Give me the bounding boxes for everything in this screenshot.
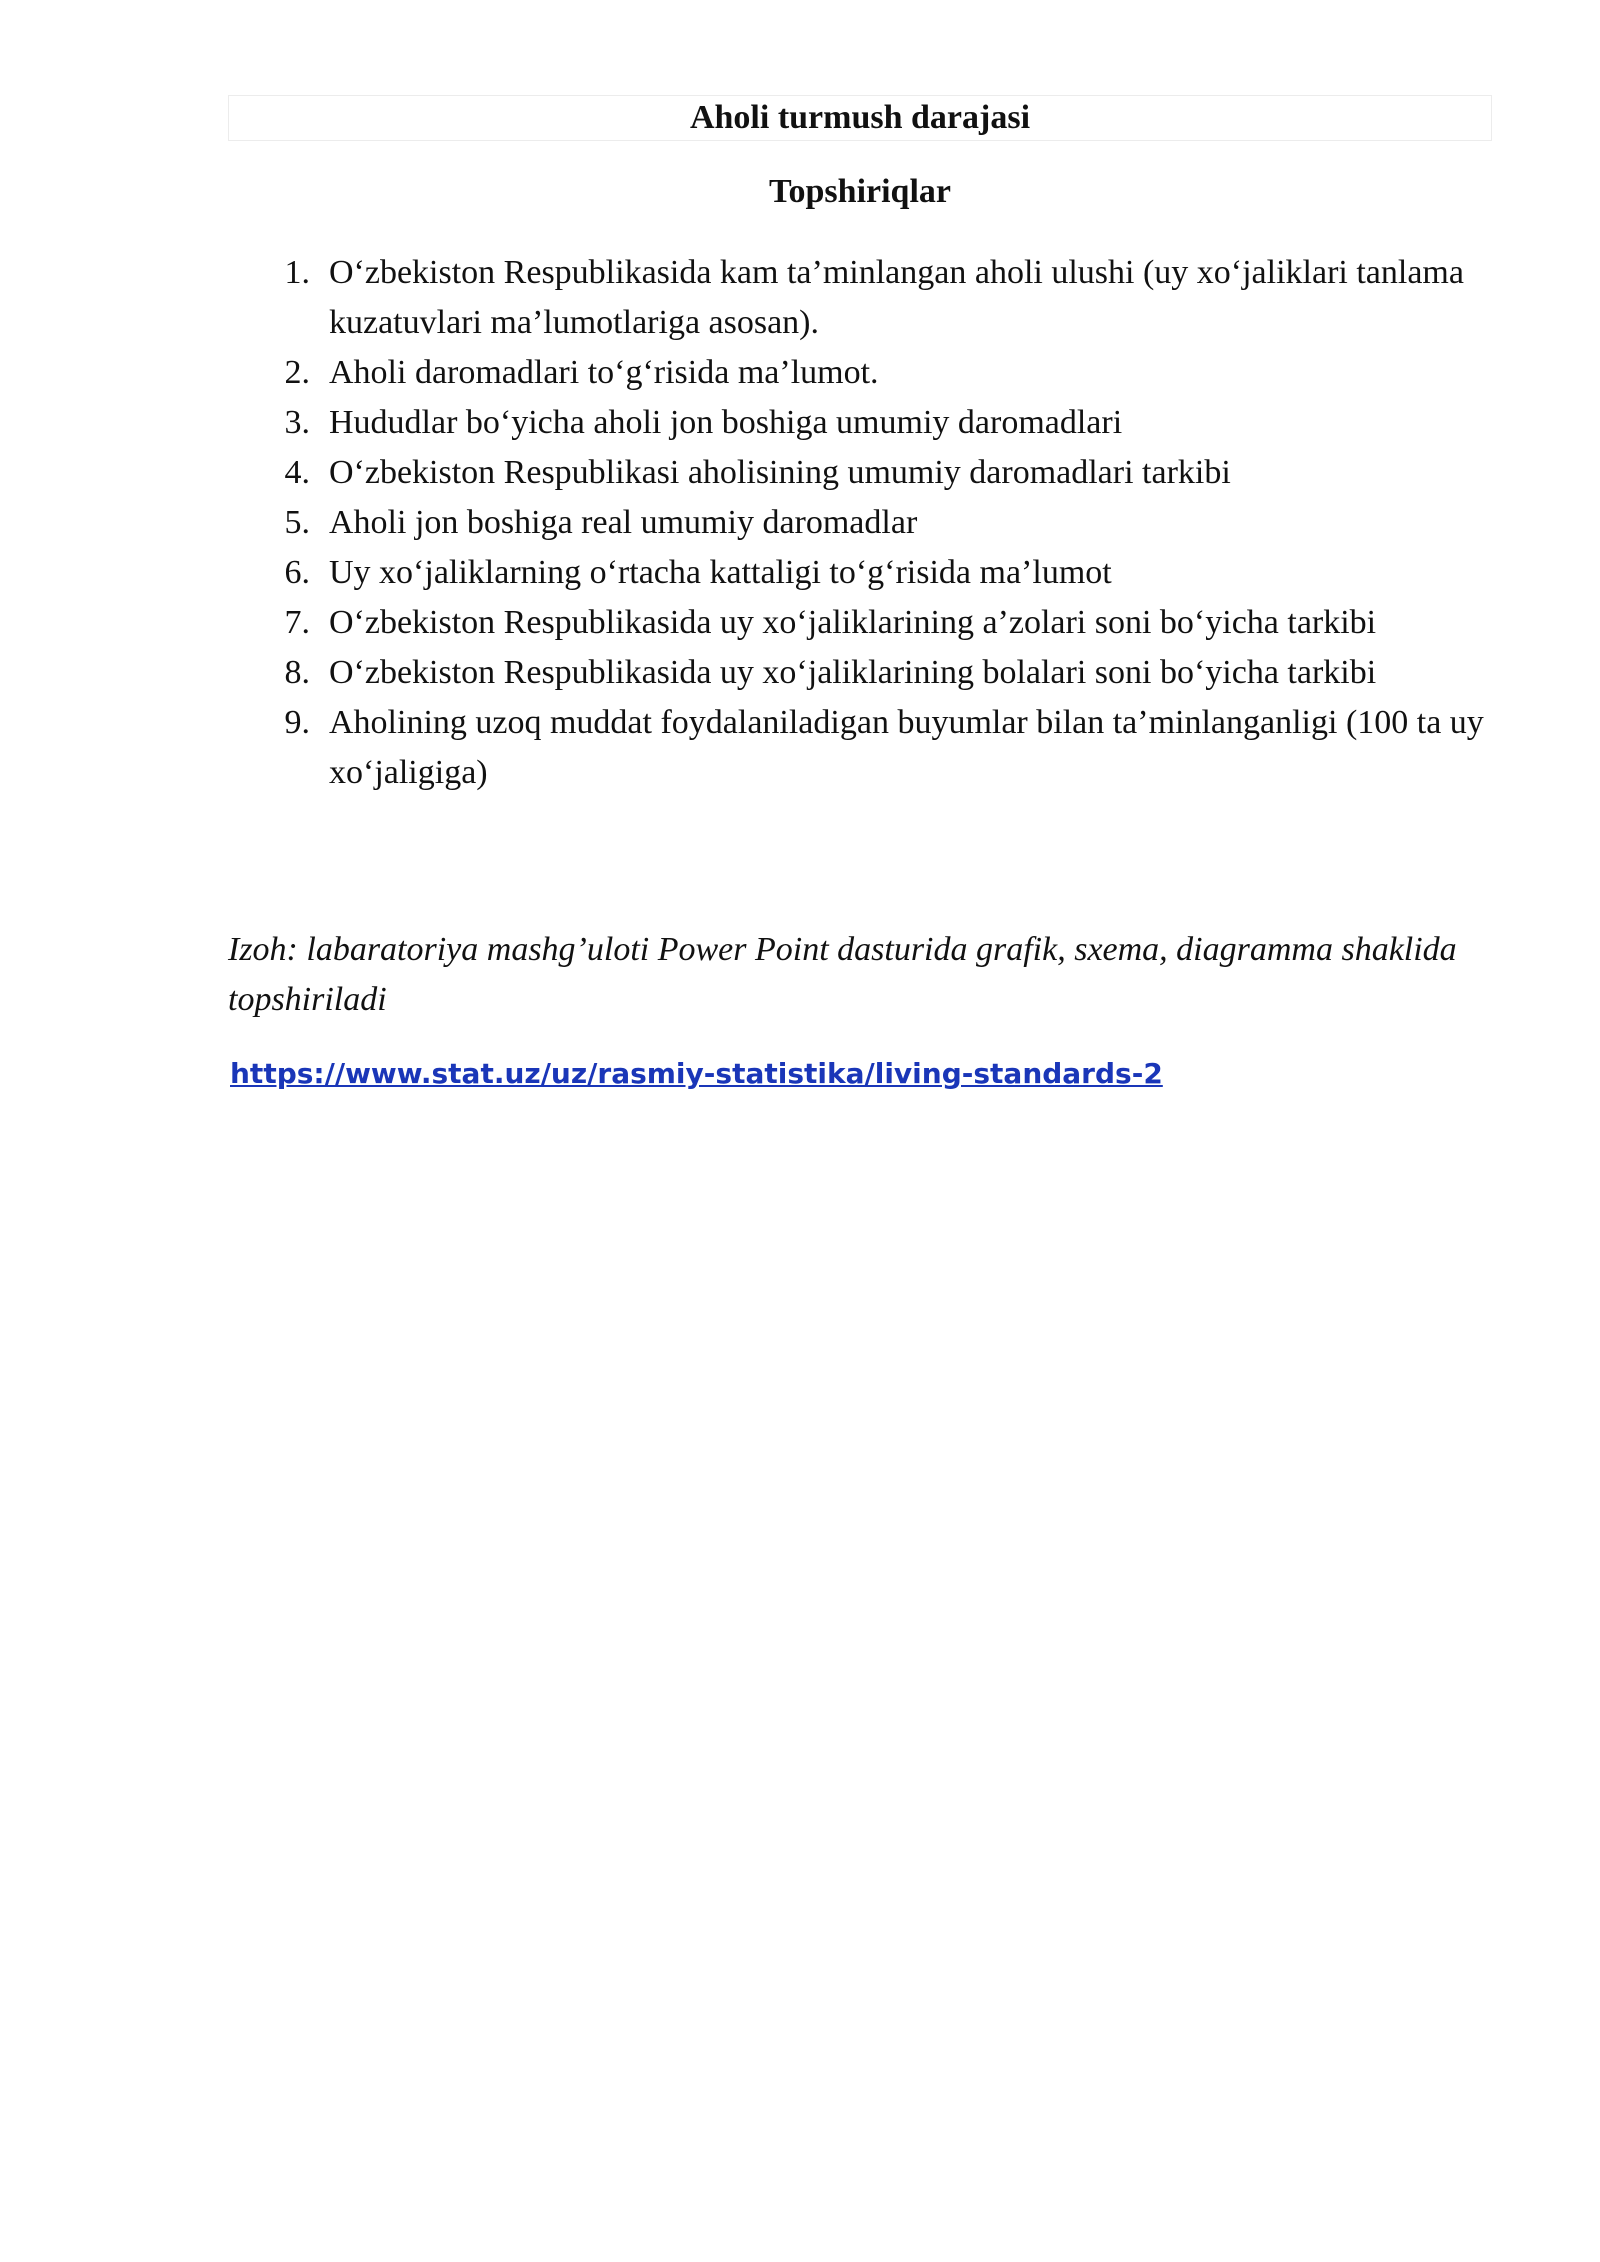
- document-subtitle: Topshiriqlar: [768, 173, 952, 210]
- task-number: 2.: [284, 354, 310, 391]
- task-text: Uy xo‘jaliklarning o‘rtacha kattaligi to‘g‘risida ma’lumot: [329, 554, 1112, 591]
- task-item-1: [228, 248, 1492, 348]
- task-text: O‘zbekiston Respublikasi aholisining umumiy daromadlari tarkibi: [329, 454, 1231, 491]
- task-item-8: [228, 648, 1492, 698]
- task-item-9: [228, 698, 1492, 798]
- task-text: Aholi jon boshiga real umumiy daromadlar: [329, 504, 918, 541]
- document-title: Aholi turmush darajasi: [228, 95, 1492, 141]
- task-text: Hududlar bo‘yicha aholi jon boshiga umumiy daromadlari: [329, 404, 1123, 441]
- task-item-7: [228, 598, 1492, 648]
- task-list: [228, 248, 1492, 798]
- task-number: 7.: [284, 604, 310, 641]
- task-number: 8.: [284, 654, 310, 691]
- task-item-2: [228, 348, 1492, 398]
- task-item-3: [228, 398, 1492, 448]
- task-text: Aholining uzoq muddat foydalaniladigan buyumlar bilan ta’minlanganligi (100 ta uy xo‘jaligiga): [329, 704, 1484, 791]
- task-text: Aholi daromadlari to‘g‘risida ma’lumot.: [329, 354, 879, 391]
- task-text: O‘zbekiston Respublikasida kam ta’minlangan aholi ulushi (uy xo‘jaliklari tanlama kuzatuvlari ma’lumotlariga asosan).: [329, 254, 1464, 341]
- task-item-4: [228, 448, 1492, 498]
- task-number: 6.: [284, 554, 310, 591]
- stat-uz-link[interactable]: https://www.stat.uz/uz/rasmiy-statistika/living-standards-2: [230, 1057, 1163, 1090]
- task-number: 5.: [284, 504, 310, 541]
- task-item-6: [228, 548, 1492, 598]
- task-item-5: [228, 498, 1492, 548]
- note-text: Izoh: labaratoriya mashg’uloti Power Point dasturida grafik, sxema, diagramma shaklida topshiriladi: [228, 931, 1457, 1018]
- task-text: O‘zbekiston Respublikasida uy xo‘jaliklarining bolalari soni bo‘yicha tarkibi: [329, 654, 1377, 691]
- task-number: 9.: [284, 704, 310, 741]
- task-number: 4.: [284, 454, 310, 491]
- task-text: O‘zbekiston Respublikasida uy xo‘jaliklarining a’zolari soni bo‘yicha tarkibi: [329, 604, 1377, 641]
- task-number: 1.: [284, 254, 310, 291]
- task-number: 3.: [284, 404, 310, 441]
